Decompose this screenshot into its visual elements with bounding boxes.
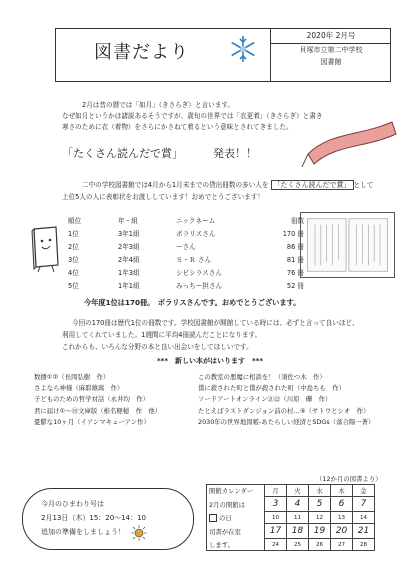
para2-line-1: 今回の170冊は歴代1位の冊数です。学校図書館が開館している時には、必ずと言って良いほど、	[72, 319, 359, 327]
book-mascot-icon	[28, 225, 62, 273]
award-desc-line-2: 上位5人の人に表彰状をお渡ししています！おめでとうございます！	[62, 193, 265, 201]
calendar-row: の日 10 11 12 13 14	[207, 512, 375, 524]
calendar-row: 司書が在室 17 18 19 20 21	[207, 524, 375, 539]
nickname-col-header: ニックネーム	[176, 216, 216, 225]
calendar-cell: 14	[353, 512, 375, 524]
class-col-header: 年・組	[118, 216, 138, 225]
calendar-cell: 27	[331, 539, 353, 551]
calendar-cell: 28	[353, 539, 375, 551]
calendar-cell: 19	[309, 524, 331, 539]
header-info	[270, 28, 391, 82]
award-announce: 発表！！	[213, 147, 257, 160]
list-item: ソードアートオンライン㉑㉒（川原 礫 作）	[198, 395, 332, 404]
open-marker-box	[209, 514, 217, 522]
rank-col-header: 順位	[68, 216, 82, 225]
ribbon-banner-icon	[300, 112, 400, 167]
calendar-caption: （12か月の図書より）	[316, 475, 382, 483]
new-books-right-list	[198, 372, 374, 428]
calendar-cell: 17	[265, 524, 287, 539]
intro-line-2: なぜ如月というかは諸説あるそうですが、歳旬の世界では「衣更着」（きさらぎ）と書き	[62, 112, 323, 120]
school-name: 貝塚市立第二中学校	[299, 46, 363, 54]
award-desc-line-1: 二中の学校図書館では4月から1月末までの貸出冊数の多い人を 「たくさん読んだで賞」 として	[82, 181, 374, 189]
para2-line-3: これからも、いろんな分野の本と良い出会いをしてほしいです。	[62, 343, 253, 351]
award-banner	[62, 145, 257, 161]
new-books-heading: *** 新しい本がはいります ***	[157, 357, 263, 365]
intro-line-3: 寒さのために衣（着物）をさらにかさねて着るという意味とされてきました。	[62, 123, 293, 131]
calendar-cell: 26	[309, 539, 331, 551]
notice-line-1: 今月のひまわり号は	[41, 500, 104, 508]
library-calendar	[206, 484, 375, 551]
ranking-row: 1位 3年1組 ポラリスさん 170 冊	[68, 229, 304, 238]
calendar-cell: 5	[309, 497, 331, 512]
day-header: 月	[265, 485, 287, 497]
para2-line-2: 利用してくれていました。1週間に平均4冊読んだことになります。	[62, 331, 262, 339]
calendar-cell: 13	[331, 512, 353, 524]
himawari-notice	[22, 488, 194, 550]
snowflake-icon	[228, 34, 258, 64]
count-col-header: 冊数	[290, 216, 304, 225]
calendar-cell: 24	[265, 539, 287, 551]
calendar-row: します。 24 25 26 27 28	[207, 539, 375, 551]
day-header: 木	[331, 485, 353, 497]
list-item: さよなら神様（麻耶雄嵩 作）	[34, 384, 124, 393]
calendar-cell: 7	[353, 497, 375, 512]
open-book-illustration	[300, 212, 395, 278]
notice-line-2: 2月13日（木）15：20〜14：10	[41, 514, 146, 522]
calendar-label-header: 開館カレンダー	[207, 485, 265, 497]
calendar-row: 2月の開館は 3 4 5 6 7	[207, 497, 375, 512]
ranking-table	[68, 213, 304, 291]
sunflower-icon	[128, 524, 150, 542]
ranking-row: 2位 2年3組 ーさん 86 冊	[68, 242, 304, 251]
day-header: 火	[287, 485, 309, 497]
calendar-header-row	[207, 485, 375, 497]
calendar-cell: 18	[287, 524, 309, 539]
ranking-row: 3位 2年4組 Ｓ・Ｒ さん 81 冊	[68, 255, 304, 264]
list-item: 君に届け①〜⑱文庫版（椎名軽穂 作 他）	[34, 406, 162, 415]
notice-line-3: 追加の準備をしましょう！	[41, 528, 125, 536]
winner-highlight: 今年度1位は170冊。 ポラリスさんです。おめでとうございます。	[84, 298, 301, 307]
list-item: 2030年の世界地図帳-あたらしい経済とSDGs（落合陽一著）	[198, 417, 375, 426]
list-item: 子どものための哲学対話（永井均 作）	[34, 395, 150, 404]
list-item: 数播①②（長岡弘樹 作）	[34, 373, 110, 381]
list-item: この教室の悪魔に相談を！（須佐つ木 作）	[198, 373, 326, 381]
calendar-cell: 11	[287, 512, 309, 524]
day-header: 水	[309, 485, 331, 497]
award-name-box: 「たくさん読んだで賞」	[271, 180, 354, 190]
calendar-cell: 20	[331, 524, 353, 539]
calendar-cell: 21	[353, 524, 375, 539]
list-item: 憂鬱な10ヶ月（イアンマキューアン作）	[34, 417, 150, 426]
ranking-row: 5位 1年1組 みっちー担さん 52 冊	[68, 281, 304, 290]
dept-name: 図書館	[320, 58, 342, 66]
calendar-cell: 6	[331, 497, 353, 512]
calendar-cell: 4	[287, 497, 309, 512]
list-item: 僕に殺された町と僕が殺された町（中島ちも 作）	[198, 384, 345, 393]
ranking-header-row	[68, 213, 304, 226]
newsletter-title: 図書だより	[94, 42, 189, 63]
calendar-cell: 12	[309, 512, 331, 524]
intro-line-1: 2月は昔の暦では「如月」（きさらぎ）と言います。	[82, 101, 235, 109]
ranking-row: 4位 1年3組 シビシラスさん 76 冊	[68, 268, 304, 277]
new-books-left-list	[34, 372, 161, 428]
calendar-cell: 3	[265, 497, 287, 512]
calendar-cell: 10	[265, 512, 287, 524]
list-item: たとえばラストダンジョン前の村…⑤（サトウとシオ 作）	[198, 406, 370, 415]
award-title: 「たくさん読んだで賞」	[62, 147, 183, 160]
issue-date: 2020年 2月号	[271, 28, 391, 44]
calendar-cell: 25	[287, 539, 309, 551]
day-header: 金	[353, 485, 375, 497]
